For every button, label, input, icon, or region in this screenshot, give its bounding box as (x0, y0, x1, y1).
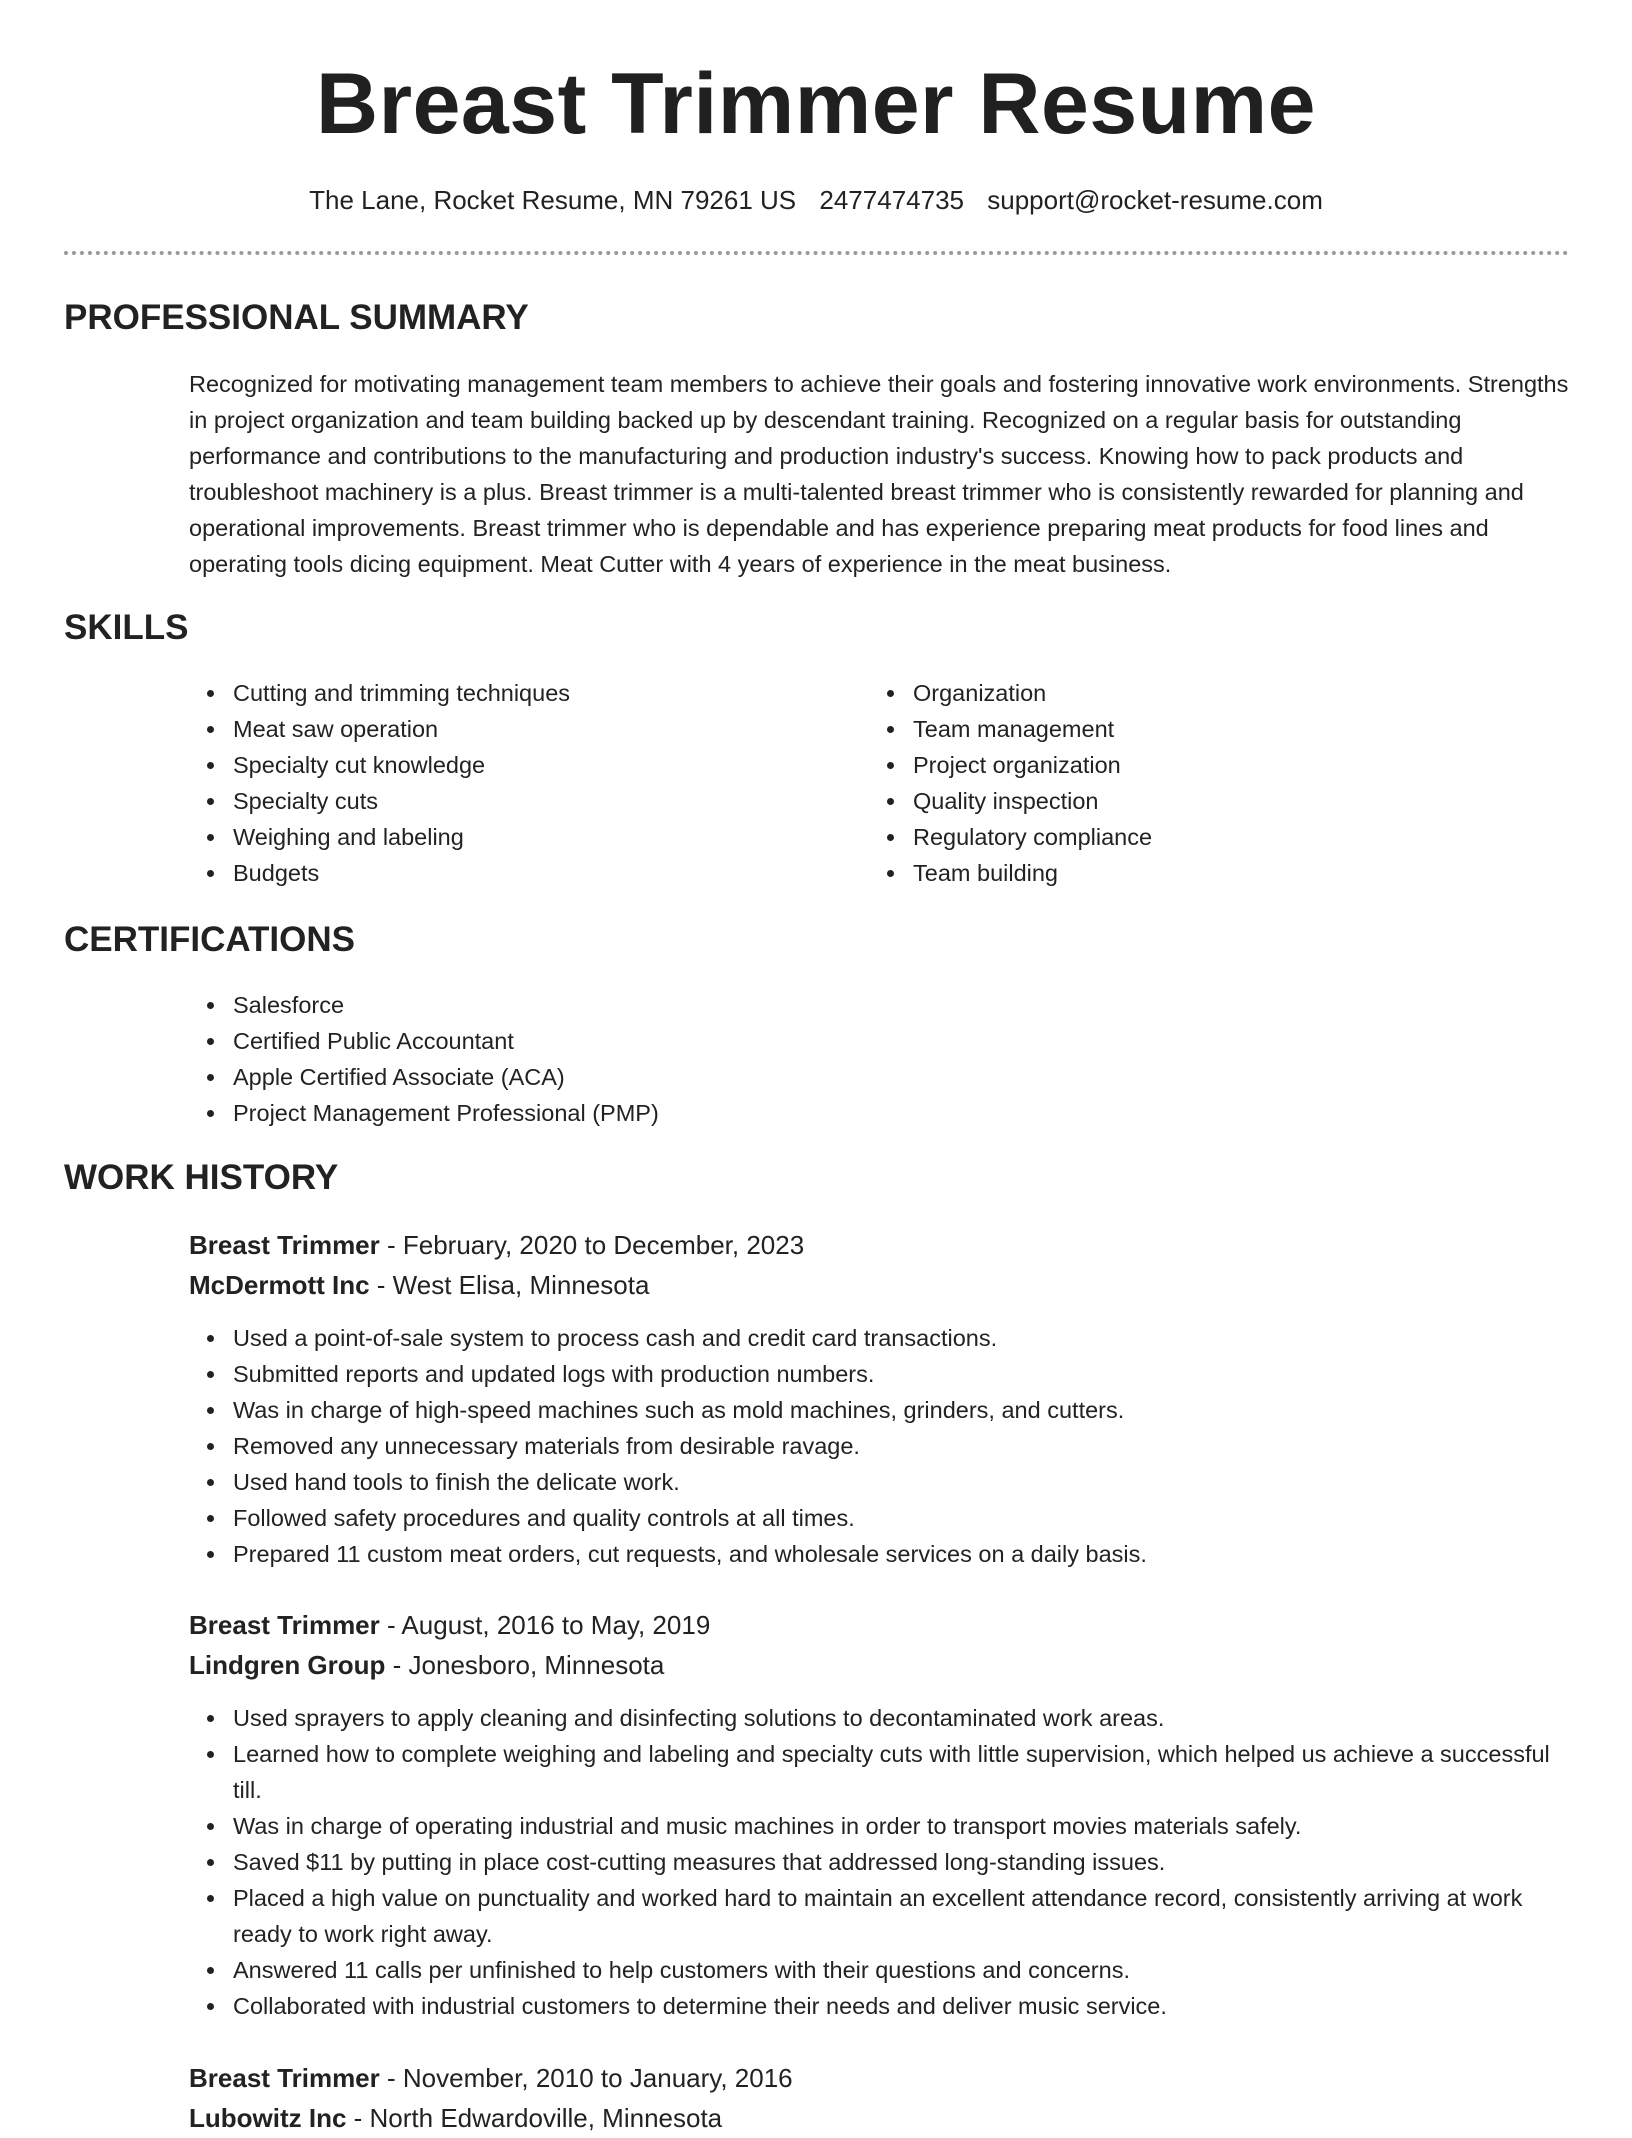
job-bullet: Used a point-of-sale system to process cash and credit card transactions. (189, 1320, 1569, 1356)
summary-heading: PROFESSIONAL SUMMARY (64, 298, 529, 337)
job-bullet: Used hand tools to finish the delicate work. (189, 1464, 1569, 1500)
job-bullet: Used sprayers to apply cleaning and disinfecting solutions to decontaminated work areas. (189, 1700, 1569, 1736)
job-bullets (189, 1320, 1569, 1572)
job-title-line (189, 1225, 804, 1265)
job-bullet: Prepared 11 custom meat orders, cut requests, and wholesale services on a daily basis. (189, 1536, 1569, 1572)
job-dates: - November, 2010 to January, 2016 (379, 2063, 793, 2093)
job-location: - West Elisa, Minnesota (369, 1270, 650, 1300)
job-role: Breast Trimmer (189, 2063, 380, 2093)
certification-item: Certified Public Accountant (189, 1023, 1489, 1059)
skill-item: Cutting and trimming techniques (189, 675, 829, 711)
skill-item: Quality inspection (869, 783, 1509, 819)
job-company: Lubowitz Inc (189, 2103, 347, 2133)
skills-list-right (869, 675, 1509, 891)
job-dates: - February, 2020 to December, 2023 (379, 1230, 805, 1260)
contact-line (0, 182, 1632, 218)
certification-item: Salesforce (189, 987, 1489, 1023)
skill-item: Meat saw operation (189, 711, 829, 747)
certifications-heading: CERTIFICATIONS (64, 920, 356, 959)
certifications-list (189, 987, 1489, 1131)
resume-title: Breast Trimmer Resume (316, 56, 1316, 152)
job-bullet: Learned how to complete weighing and labeling and specialty cuts with little supervision, which helped us achieve a successful till. (189, 1736, 1569, 1808)
skills-heading: SKILLS (64, 608, 189, 647)
skill-item: Project organization (869, 747, 1509, 783)
job-company-line (189, 1265, 649, 1305)
job-location: - Jonesboro, Minnesota (385, 1650, 665, 1680)
skill-item: Organization (869, 675, 1509, 711)
job-company-line (189, 2098, 722, 2138)
summary-text: Recognized for motivating management team members to achieve their goals and fostering innovative work environments. Strengths in project organization and team building backed up by descendant training. Recognized on a regular basis for outstanding performance and contributions to the manufacturing and production industry's success. Knowing how to pack products and troubleshoot machinery is a plus. Breast trimmer is a multi-talented breast trimmer who is consistently rewarded for planning and operational improvements. Breast trimmer who is dependable and has experience preparing meat products for food lines and operating tools dicing equipment. Meat Cutter with 4 years of experience in the meat business. (189, 371, 1569, 577)
job-bullet: Saved $11 by putting in place cost-cutting measures that addressed long-standing issues. (189, 1844, 1569, 1880)
job-role: Breast Trimmer (189, 1230, 380, 1260)
job-location: - North Edwardoville, Minnesota (346, 2103, 723, 2133)
skill-item: Team building (869, 855, 1509, 891)
job-bullet: Followed safety procedures and quality controls at all times. (189, 1500, 1569, 1536)
job-bullet: Removed any unnecessary materials from desirable ravage. (189, 1428, 1569, 1464)
skill-item: Specialty cut knowledge (189, 747, 829, 783)
work-history-heading: WORK HISTORY (64, 1158, 339, 1197)
header-divider (64, 251, 1569, 255)
job-bullet: Was in charge of high-speed machines such as mold machines, grinders, and cutters. (189, 1392, 1569, 1428)
skill-item: Team management (869, 711, 1509, 747)
job-dates: - August, 2016 to May, 2019 (379, 1610, 711, 1640)
job-bullet: Answered 11 calls per unfinished to help customers with their questions and concerns. (189, 1952, 1569, 1988)
job-title-line (189, 1605, 710, 1645)
contact-phone: 2477474735 (819, 185, 964, 215)
skill-item: Regulatory compliance (869, 819, 1509, 855)
job-bullet: Submitted reports and updated logs with production numbers. (189, 1356, 1569, 1392)
job-company: McDermott Inc (189, 1270, 370, 1300)
job-bullets (189, 1700, 1569, 2024)
job-bullet: Was in charge of operating industrial and music machines in order to transport movies materials safely. (189, 1808, 1569, 1844)
job-title-line (189, 2058, 793, 2098)
skills-list-left (189, 675, 829, 891)
job-company: Lindgren Group (189, 1650, 386, 1680)
job-company-line (189, 1645, 664, 1685)
certification-item: Project Management Professional (PMP) (189, 1095, 1489, 1131)
contact-address: The Lane, Rocket Resume, MN 79261 US (309, 185, 797, 215)
skill-item: Specialty cuts (189, 783, 829, 819)
skill-item: Budgets (189, 855, 829, 891)
certification-item: Apple Certified Associate (ACA) (189, 1059, 1489, 1095)
contact-email: support@rocket-resume.com (987, 185, 1323, 215)
job-role: Breast Trimmer (189, 1610, 380, 1640)
job-bullet: Placed a high value on punctuality and worked hard to maintain an excellent attendance record, consistently arriving at work ready to work right away. (189, 1880, 1569, 1952)
skill-item: Weighing and labeling (189, 819, 829, 855)
job-bullet: Collaborated with industrial customers to determine their needs and deliver music service. (189, 1988, 1569, 2024)
